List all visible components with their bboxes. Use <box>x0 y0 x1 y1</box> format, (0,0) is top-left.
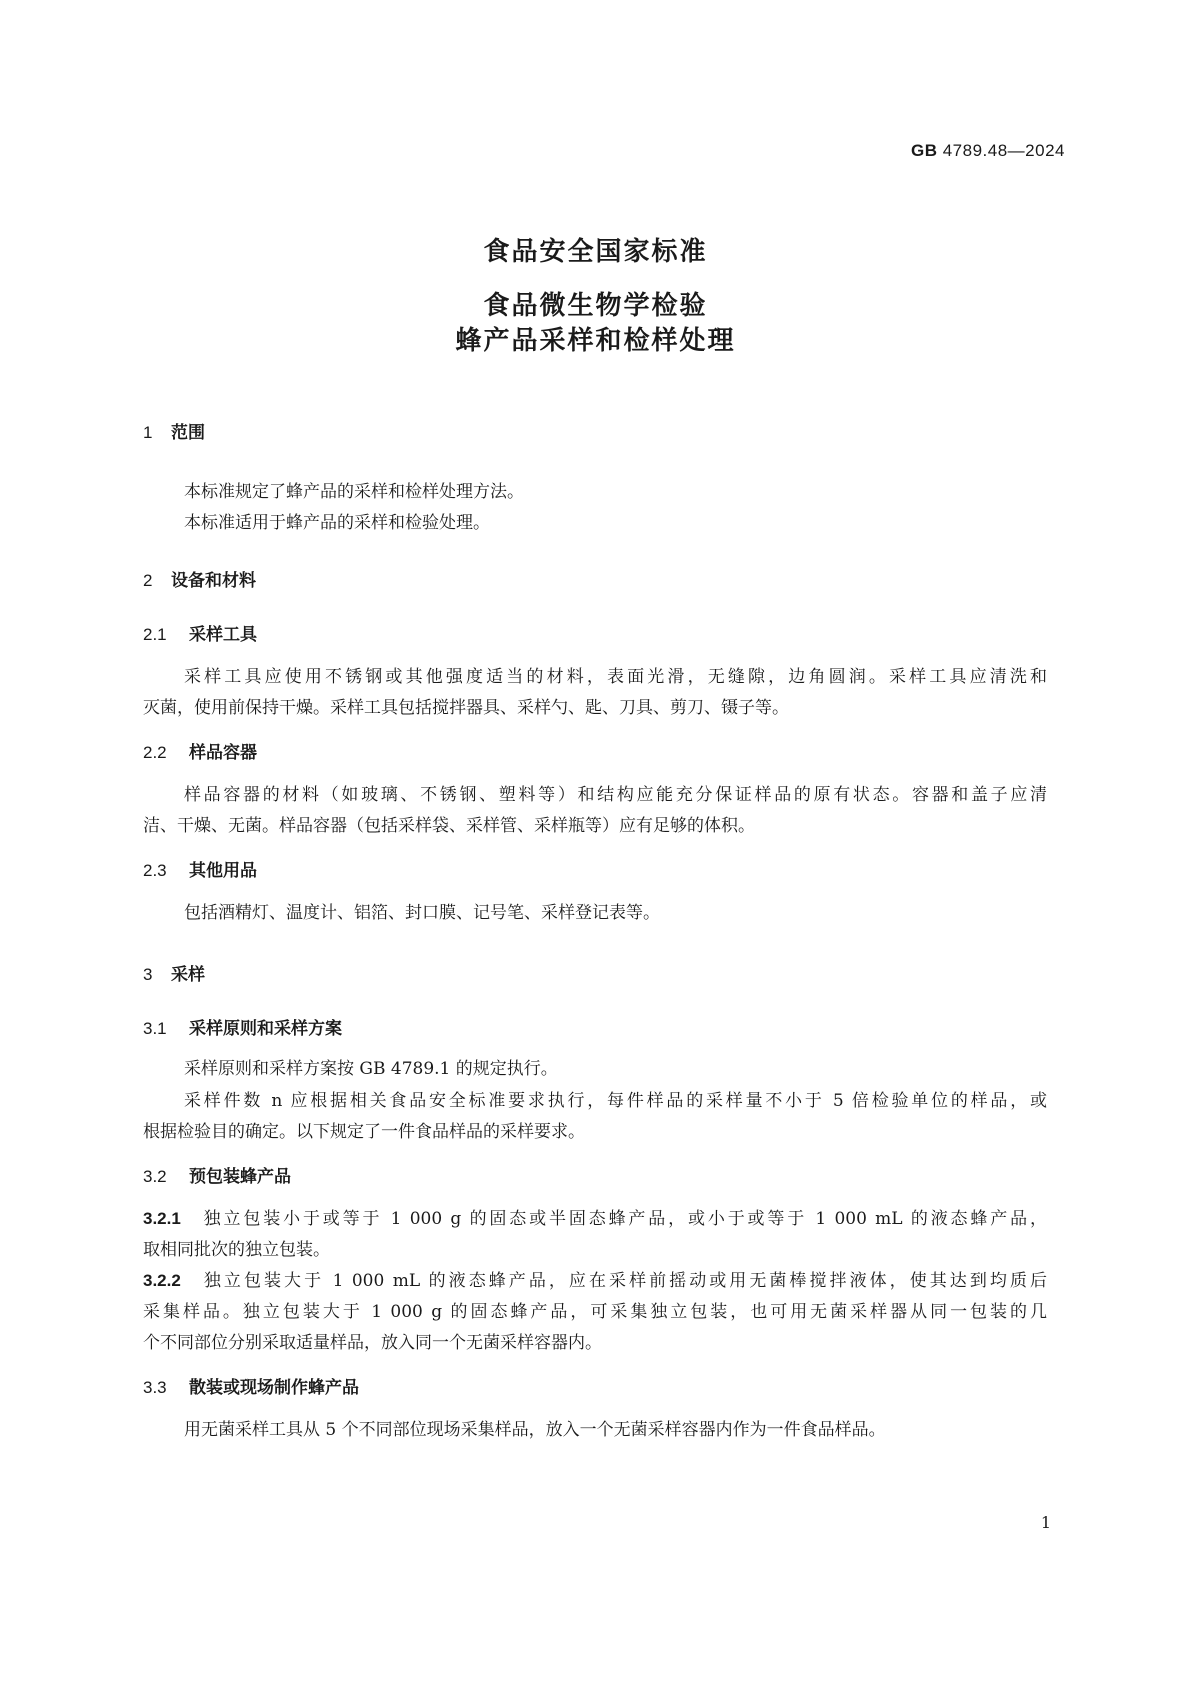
clause-3-2-2-line-1: 3.2.2 独立包装大于 1 000 mL 的液态蜂产品，应在采样前摇动或用无菌棒搅拌液体，使其达到均质后 <box>143 1271 1047 1291</box>
section-3-3-line-1: 用无菌采样工具从 5 个不同部位现场采集样品，放入一个无菌采样容器内作为一件食品样品。 <box>184 1420 886 1440</box>
clause-3-2-2-line-3: 个不同部位分别采取适量样品，放入同一个无菌采样容器内。 <box>143 1333 602 1353</box>
page-number: 1 <box>1040 1513 1051 1532</box>
section-3-1-line-2: 根据检验目的确定。以下规定了一件食品样品的采样要求。 <box>143 1122 585 1142</box>
section-2-3-line-1: 包括酒精灯、温度计、铝箔、封口膜、记号笔、采样登记表等。 <box>184 903 660 923</box>
standard-code: GB 4789.48—2024 <box>910 141 1065 160</box>
section-3-3-heading: 3.3 散装或现场制作蜂产品 <box>143 1378 359 1398</box>
section-3-1-line-1: 采样件数 n 应根据相关食品安全标准要求执行，每件样品的采样量不小于 5 倍检验单位的样品，或 <box>184 1091 1047 1111</box>
section-3-1-heading: 3.1 采样原则和采样方案 <box>143 1019 342 1039</box>
section-2-1-line-1: 采样工具应使用不锈钢或其他强度适当的材料，表面光滑，无缝隙，边角圆润。采样工具应清洗和 <box>184 667 1047 687</box>
section-3-heading: 3 采样 <box>143 965 205 985</box>
section-1-heading: 1 范围 <box>143 423 205 443</box>
standard-series-title: 食品安全国家标准 <box>483 237 708 267</box>
section-2-1-line-2: 灭菌，使用前保持干燥。采样工具包括搅拌器具、采样勺、匙、刀具、剪刀、镊子等。 <box>143 698 789 718</box>
section-2-1-heading: 2.1 采样工具 <box>143 625 257 645</box>
section-2-3-heading: 2.3 其他用品 <box>143 861 257 881</box>
section-3-1-paragraph-1: 采样原则和采样方案按 GB 4789.1 的规定执行。 <box>184 1059 558 1079</box>
section-2-heading: 2 设备和材料 <box>143 571 256 591</box>
section-3-2-heading: 3.2 预包装蜂产品 <box>143 1167 291 1187</box>
clause-3-2-1-line-2: 取相同批次的独立包装。 <box>143 1240 330 1260</box>
document-title-line2: 蜂产品采样和检样处理 <box>455 326 736 356</box>
section-2-2-heading: 2.2 样品容器 <box>143 743 257 763</box>
section-2-2-line-2: 洁、干燥、无菌。样品容器（包括采样袋、采样管、采样瓶等）应有足够的体积。 <box>143 816 755 836</box>
clause-3-2-2-line-2: 采集样品。独立包装大于 1 000 g 的固态蜂产品，可采集独立包装，也可用无菌采样器从同一包装的几 <box>143 1302 1047 1322</box>
clause-3-2-1-line-1: 3.2.1 独立包装小于或等于 1 000 g 的固态或半固态蜂产品，或小于或等于 1 000 mL 的液态蜂产品， <box>143 1209 1047 1229</box>
section-1-paragraph-1: 本标准规定了蜂产品的采样和检样处理方法。 <box>184 482 524 502</box>
section-1-paragraph-2: 本标准适用于蜂产品的采样和检验处理。 <box>184 513 490 533</box>
document-title-line1: 食品微生物学检验 <box>483 291 708 321</box>
section-2-2-line-1: 样品容器的材料（如玻璃、不锈钢、塑料等）和结构应能充分保证样品的原有状态。容器和盖子应清 <box>184 785 1047 805</box>
